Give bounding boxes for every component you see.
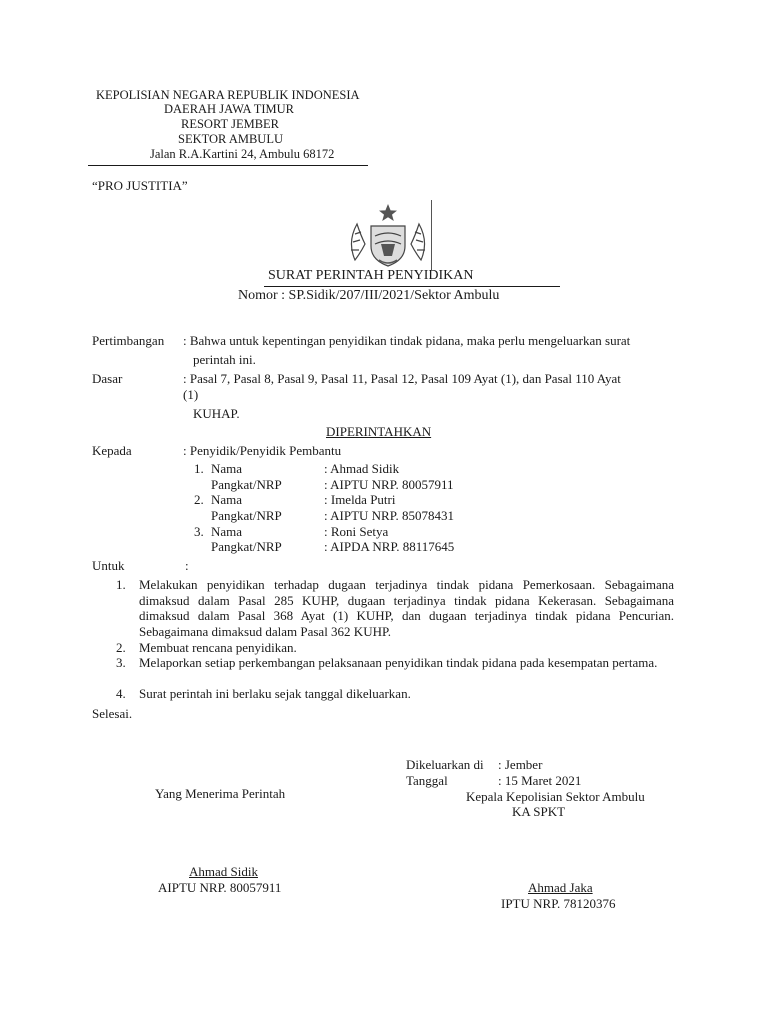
officer-number: 1. [194, 461, 204, 476]
issued-date-value: : 15 Maret 2021 [498, 773, 582, 788]
officer-name: : Ahmad Sidik [324, 461, 400, 476]
header-institution: KEPOLISIAN NEGARA REPUBLIK INDONESIA [96, 88, 360, 102]
emblem-divider [431, 200, 432, 270]
task-number: 3. [116, 655, 126, 670]
signer-position: Kepala Kepolisian Sektor Ambulu [466, 789, 645, 804]
receiver-heading: Yang Menerima Perintah [155, 786, 286, 801]
officer-rank: : AIPDA NRP. 88117645 [324, 539, 455, 554]
pro-justitia: “PRO JUSTITIA” [92, 178, 188, 193]
header-sector: SEKTOR AMBULU [178, 132, 283, 146]
receiver-name: Ahmad Sidik [189, 864, 258, 879]
untuk-colon: : [185, 558, 189, 573]
issued-at-label: Dikeluarkan di [406, 757, 484, 772]
task-text: Surat perintah ini berlaku sejak tanggal dikeluarkan. [139, 686, 411, 701]
officer-rank: : AIPTU NRP. 85078431 [324, 508, 455, 523]
document-number: Nomor : SP.Sidik/207/III/2021/Sektor Ambulu [238, 288, 500, 303]
officer-rank-label: Pangkat/NRP [211, 508, 282, 523]
document-title: SURAT PERINTAH PENYIDIKAN [268, 268, 474, 283]
police-emblem-icon [345, 200, 431, 272]
officer-rank-label: Pangkat/NRP [211, 477, 282, 492]
header-divider [88, 165, 368, 166]
dasar-text: : Pasal 7, Pasal 8, Pasal 9, Pasal 11, Pasal 12, Pasal 109 Ayat (1), dan Pasal 110 Ayat [183, 371, 621, 386]
issued-date-label: Tanggal [406, 773, 448, 788]
officer-name-label: Nama [211, 461, 243, 476]
signer-name: Ahmad Jaka [528, 880, 593, 895]
untuk-label: Untuk [92, 558, 125, 573]
header-region: DAERAH JAWA TIMUR [164, 102, 295, 116]
closing-selesai: Selesai. [92, 706, 133, 721]
kepada-label: Kepada [92, 443, 132, 458]
dasar-text-cont: (1) [183, 387, 199, 402]
header-resort: RESORT JEMBER [181, 117, 279, 131]
officer-rank-label: Pangkat/NRP [211, 539, 282, 554]
officer-name-label: Nama [211, 492, 243, 507]
kepada-text: : Penyidik/Penyidik Pembantu [183, 443, 342, 458]
pertimbangan-label: Pertimbangan [92, 333, 165, 348]
officer-number: 3. [194, 524, 204, 539]
signer-unit: KA SPKT [512, 804, 566, 819]
task-text: Membuat rencana penyidikan. [139, 640, 297, 655]
task-number: 4. [116, 686, 126, 701]
task-text: Melakukan penyidikan terhadap dugaan terjadinya tindak pidana Pemerkosaan. Sebagaimana dimaksud dalam Pasal 285 KUHP, dugaan terjadinya tindak pidana Kekerasan. Sebagaimana dimaksud dalam Pasal 368 Ayat (1) KUHP, dan dugaan terjadinya tindak pidana Pencurian. Sebagaimana dimaksud dalam Pasal 362 KUHP. [139, 577, 674, 639]
pertimbangan-text-cont: perintah ini. [193, 352, 256, 367]
dasar-label: Dasar [92, 371, 123, 386]
diperintahkan-heading: DIPERINTAHKAN [326, 424, 432, 439]
title-underline [264, 286, 560, 287]
signer-rank: IPTU NRP. 78120376 [501, 896, 616, 911]
task-number: 1. [116, 577, 126, 592]
officer-rank: : AIPTU NRP. 80057911 [324, 477, 454, 492]
officer-name-label: Nama [211, 524, 243, 539]
officer-number: 2. [194, 492, 204, 507]
officer-name: : Roni Setya [324, 524, 389, 539]
task-text: Melaporkan setiap perkembangan pelaksanaan penyidikan tindak pidana pada kesempatan pertama. [139, 655, 658, 670]
receiver-rank: AIPTU NRP. 80057911 [158, 880, 282, 895]
task-number: 2. [116, 640, 126, 655]
officer-name: : Imelda Putri [324, 492, 396, 507]
pertimbangan-text: : Bahwa untuk kepentingan penyidikan tindak pidana, maka perlu mengeluarkan surat [183, 333, 631, 348]
header-address: Jalan R.A.Kartini 24, Ambulu 68172 [150, 147, 335, 161]
issued-at-value: : Jember [498, 757, 543, 772]
dasar-text-kuhap: KUHAP. [193, 406, 240, 421]
